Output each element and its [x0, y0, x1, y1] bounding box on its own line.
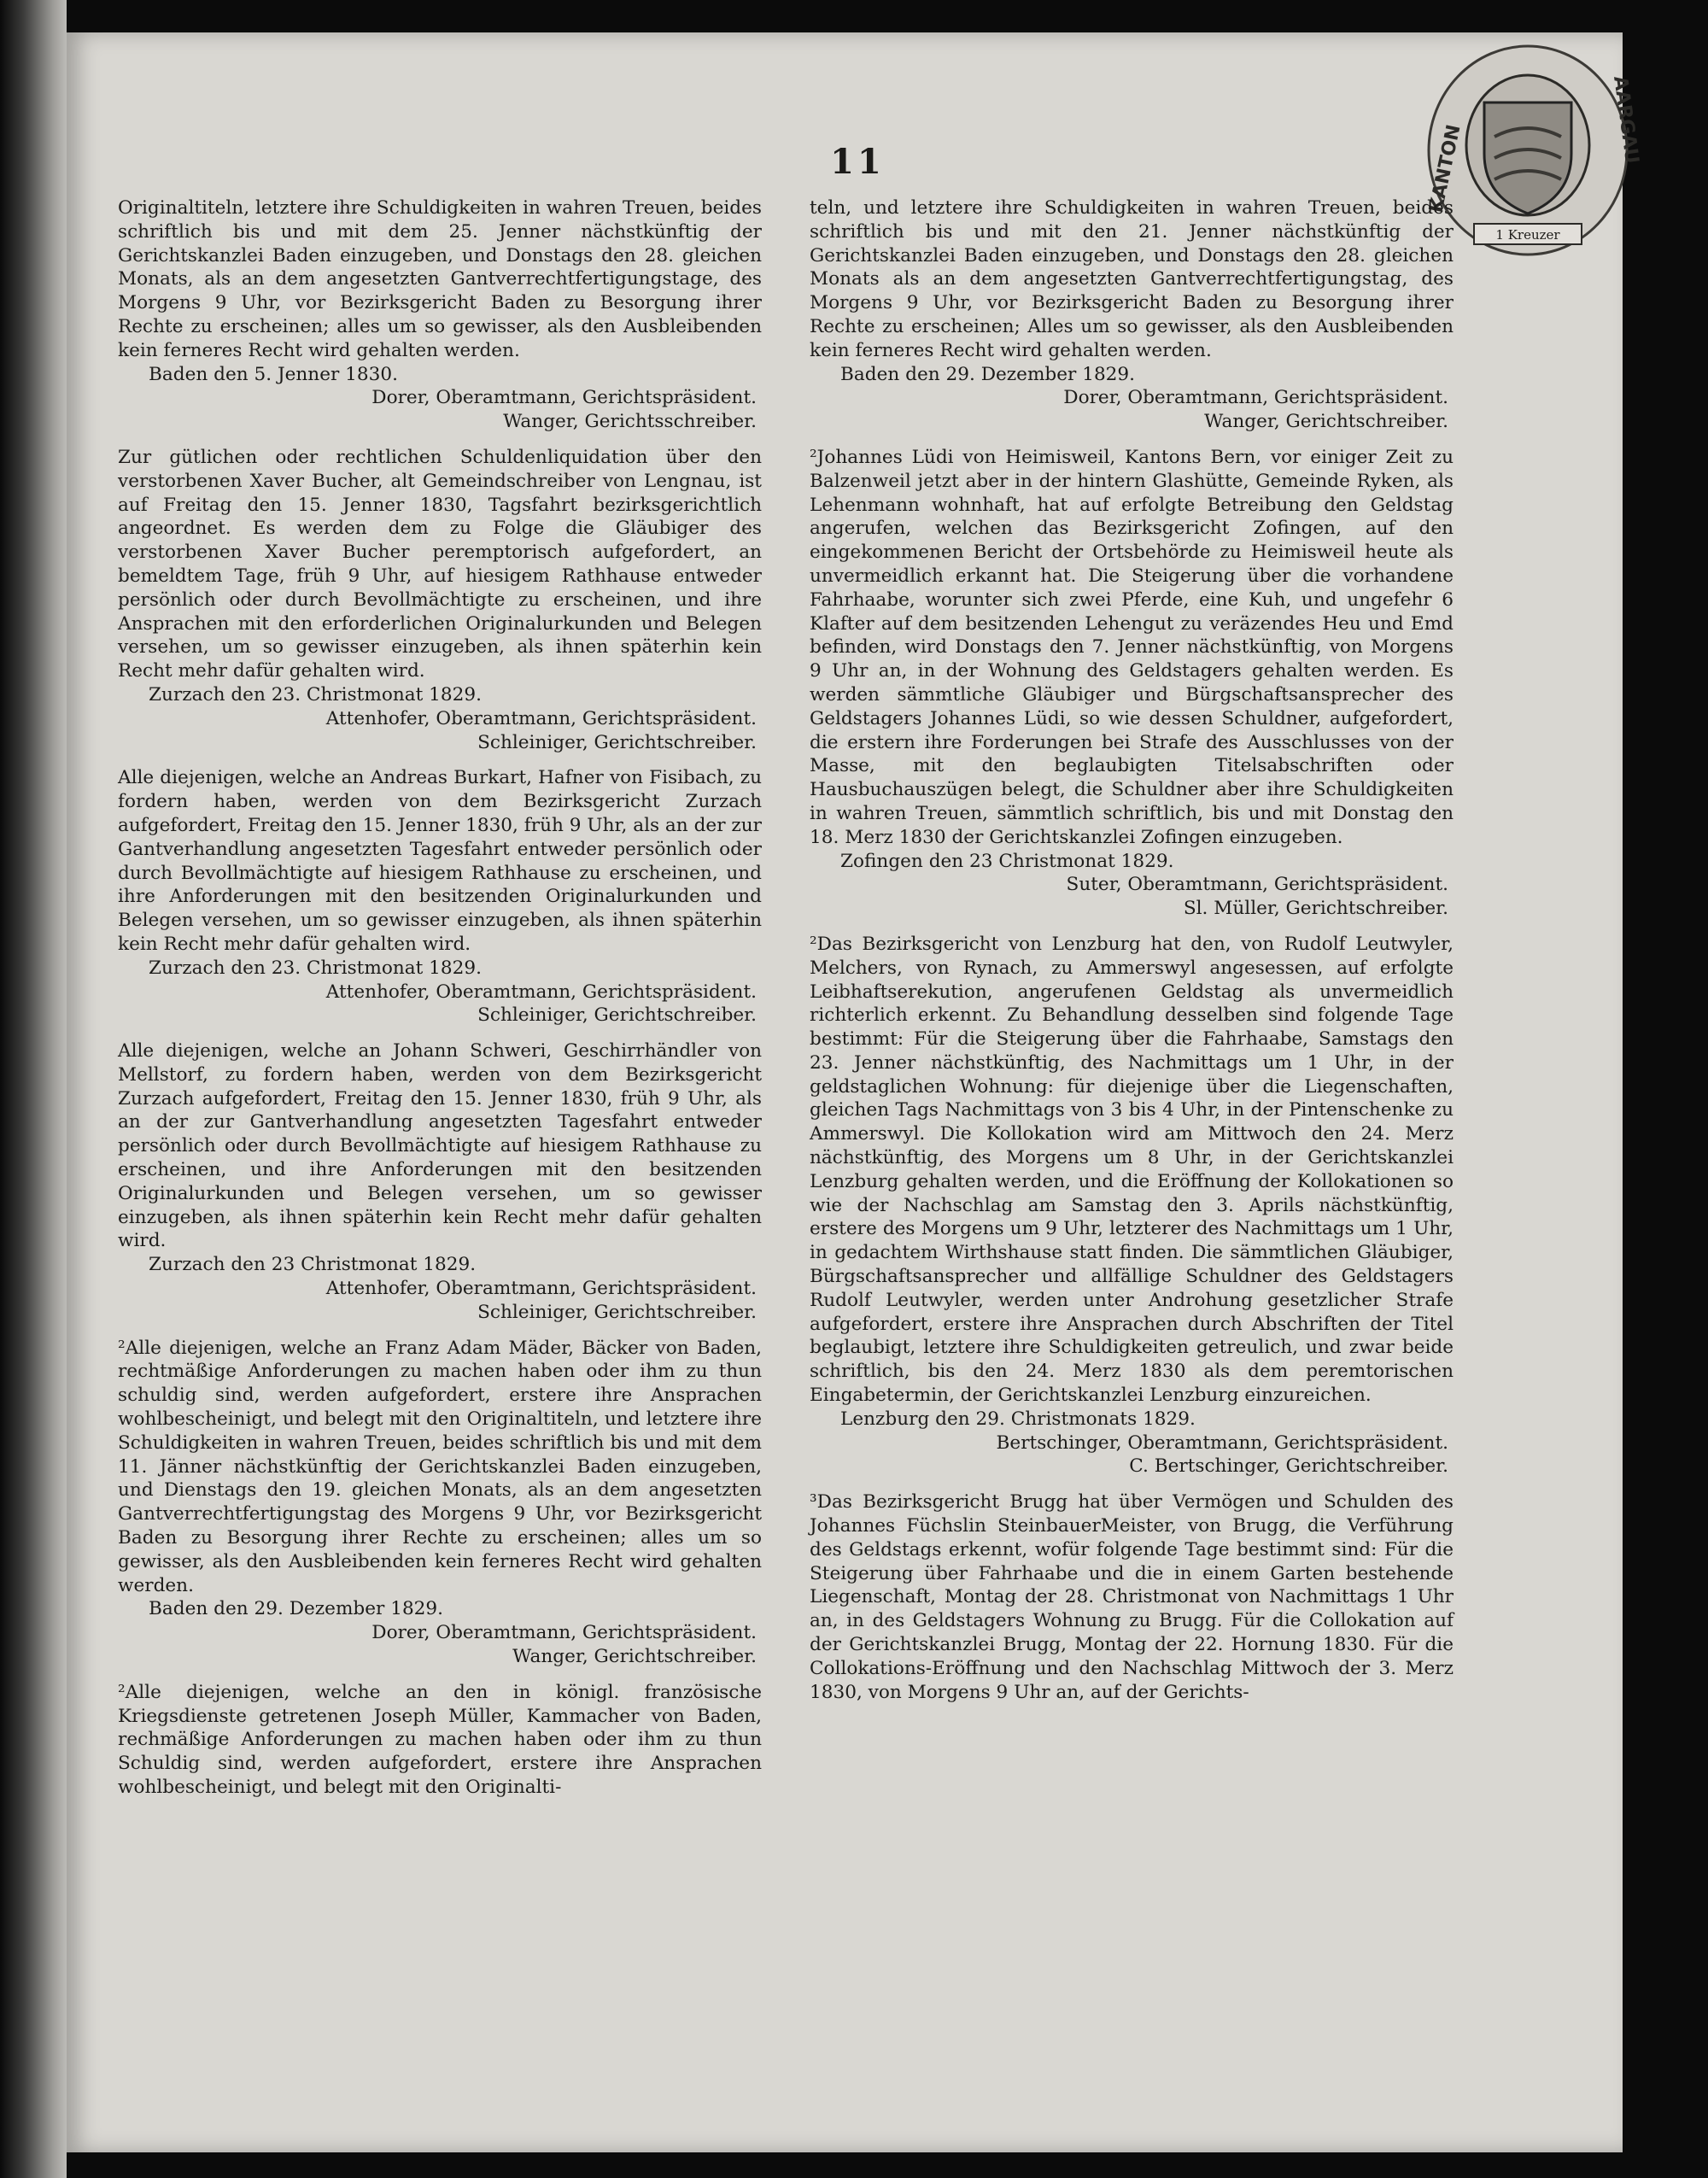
notice-place-date: Baden den 29. Dezember 1829.: [149, 1598, 444, 1620]
notice-signature: Attenhofer, Oberamtmann, Gerichtspräsident.: [325, 707, 757, 729]
notice-signature: C. Bertschinger, Gerichtschreiber.: [1129, 1455, 1448, 1478]
right-column: [810, 196, 1454, 1704]
notice-place-date: Zurzach den 23. Christmonat 1829.: [149, 683, 482, 706]
stamp-right-text: AARGAU: [1609, 74, 1643, 166]
stamp-left-text: KANTON: [1425, 122, 1465, 215]
notice-place-date: Zurzach den 23. Christmonat 1829.: [149, 957, 482, 979]
notice-signature: Schleiniger, Gerichtschreiber.: [477, 1301, 757, 1323]
notice: [118, 766, 762, 1028]
notice: [118, 1039, 762, 1325]
notice-place-date: Lenzburg den 29. Christmonats 1829.: [840, 1408, 1196, 1430]
notice-signature: Wanger, Gerichtsschreiber.: [503, 411, 757, 433]
notice-place-date: Baden den 29. Dezember 1829.: [840, 363, 1136, 385]
notice-place-date: Zofingen den 23 Christmonat 1829.: [840, 850, 1174, 872]
notice-signature: Schleiniger, Gerichtschreiber.: [477, 731, 757, 753]
notice-signature: Bertschinger, Oberamtmann, Gerichtspräsident.: [996, 1432, 1448, 1454]
notice-text: ²Alle diejenigen, welche an den in königl. französische Kriegsdienste getretenen Joseph Müller, Kammacher von Baden, rechmäßige Anforderungen zu machen haben oder ihm zu thun Schuldig sind, werden aufgefordert, erstere ihre Ansprachen wohlbescheinigt, und belegt mit den Originalti-: [118, 1681, 762, 1798]
notice-signature: Wanger, Gerichtschreiber.: [1204, 411, 1448, 433]
notice-text: Alle diejenigen, welche an Johann Schweri, Geschirrhändler von Mellstorf, zu fordern haben, werden von dem Bezirksgericht Zurzach aufgefordert, Freitag den 15. Jenner 1830, früh 9 Uhr, als an der zur Gantverhandlung angesetzten Tagesfahrt entweder persönlich oder durch Bevollmächtigte auf hiesigem Rathhause zu erscheinen, und ihre Anforderungen mit den besitzenden Originalurkunden und Belegen versehen, um so gewisser einzugeben, als ihnen späterhin kein Recht mehr dafür gehalten wird.: [118, 1040, 762, 1252]
notice-text: ³Das Bezirksgericht Brugg hat über Vermögen und Schulden des Johannes Füchslin SteinbauerMeister, von Brugg, die Verführung des Geldstags erkennt, wofür folgende Tage bestimmt sind: Für die Steigerung über Fahrhaabe und die in einem Garten bestehende Liegenschaft, Montag der 28. Christmonat von Nachmittags 1 Uhr an, in des Geldstagers Wohnung zu Brugg. Für die Collokation auf der Gerichtskanzlei Brugg, Montag der 22. Hornung 1830. Für die Collokations-Eröffnung und den Nachschlag Mittwoch der 3. Merz 1830, von Morgens 9 Uhr an, auf der Gerichts-: [810, 1491, 1454, 1703]
notice: [810, 196, 1454, 434]
tax-stamp: [1424, 43, 1643, 258]
notice-text: ²Johannes Lüdi von Heimisweil, Kantons Bern, vor einiger Zeit zu Balzenweil jetzt aber in der hintern Glashütte, Gemeinde Ryken, als Lehenmann wohnhaft, hat auf erfolgte Betreibung den Geldstag angerufen, welchen das Bezirksgericht Zofingen, auf den eingekommenen Bericht der Ortsbehörde zu Heimisweil heute als unvermeidlich erkannt hat. Die Steigerung über die vorhandene Fahrhaabe, worunter sich zwei Pferde, eine Kuh, und ungefehr 6 Klafter auf dem besitzenden Lehengut zu veräzendes Heu und Emd befinden, wird Donstags den 7. Jenner nächstkünftig, von Morgens 9 Uhr an, in der Wohnung des Geldstagers gehalten werden. Es werden sämmtliche Gläubiger und Bürgschaftsansprecher des Geldstagers Johannes Lüdi, so wie dessen Schuldner, aufgefordert, die erstern ihre Forderungen bei Strafe des Ausschlusses von der Masse, mit den beglaubigten Titelsabschriften oder Hausbuchauszügen belegt, die Schuldner aber ihre Schuldigkeiten in wahren Treuen, sämmtlich schriftlich, bis und mit Donstag den 18. Merz 1830 der Gerichtskanzlei Zofingen einzugeben.: [810, 446, 1454, 848]
notice-text: Zur gütlichen oder rechtlichen Schuldenliquidation über den verstorbenen Xaver Bucher, alt Gemeindschreiber von Lengnau, ist auf Freitag den 15. Jenner 1830, Tagsfahrt bezirksgerichtlich angeordnet. Es werden dem zu Folge die Gläubiger des verstorbenen Xaver Bucher peremptorisch aufgefordert, an bemeldtem Tage, früh 9 Uhr, auf hiesigem Rathhause entweder persönlich oder durch Bevollmächtigte zu erscheinen, und ihre Ansprachen mit den erforderlichen Originalurkunden und Belegen versehen, um so gewisser einzugeben, als ihnen späterhin kein Recht mehr dafür gehalten wird.: [118, 446, 762, 682]
notice: [810, 446, 1454, 921]
document-page: [67, 32, 1643, 2152]
notice-text: teln, und letztere ihre Schuldigkeiten in wahren Treuen, beides schriftlich bis und mit den 21. Jenner nächstkünftig der Gerichtskanzlei Baden einzugeben, und Donstags den 28. gleichen Monats als an dem angesetzten Gantverrechtfertigungstag, des Morgens 9 Uhr, vor Bezirksgericht Baden zu Besorgung ihrer Rechte zu erscheinen; Alles um so gewisser, als den Ausbleibenden kein ferneres Recht wird gehalten werden.: [810, 197, 1454, 361]
notice-text: ²Das Bezirksgericht von Lenzburg hat den, von Rudolf Leutwyler, Melchers, von Rynach, zu Ammerswyl angesessen, auf erfolgte Leibhaftserekution, angerufenen Geldstag als unvermeidlich richterlich erkennt. Zu Behandlung desselben sind folgende Tage bestimmt: Für die Steigerung über die Fahrhaabe, Samstags den 23. Jenner nächstkünftig, des Nachmittags um 1 Uhr, in der geldstaglichen Wohnung: für diejenige über die Liegenschaften, gleichen Tags Nachmittags von 3 bis 4 Uhr, in der Pintenschenke zu Ammerswyl. Die Kollokation wird am Mittwoch den 24. Merz nächstkünftig, des Morgens um 8 Uhr, in der Gerichtskanzlei Lenzburg gehalten werden, und die Eröffnung der Kollokationen so wie der Nachschlag am Samstag den 3. Aprils nächstkünftig, erstere des Morgens um 9 Uhr, letzterer des Nachmittags um 1 Uhr, in gedachtem Wirthshause statt finden. Die sämmtlichen Gläubiger, Bürgschaftsansprecher und allfällige Schuldner des Geldstagers Rudolf Leutwyler, werden unter Androhung gesetzlicher Strafe aufgefordert, erstere ihre Ansprachen durch Abschriften der Titel beglaubigt, letztere ihre Schuldigkeiten getreulich, und zwar beide schriftlich, bis den 24. Merz 1830 als dem peremtorischen Eingabetermin, der Gerichtskanzlei Lenzburg einzureichen.: [810, 933, 1454, 1407]
notice-signature: Sl. Müller, Gerichtschreiber.: [1183, 898, 1448, 920]
notice: [810, 933, 1454, 1478]
notice: [118, 1681, 762, 1800]
notice-place-date: Zurzach den 23 Christmonat 1829.: [149, 1254, 477, 1276]
left-column: [118, 196, 762, 1800]
notice: [118, 1337, 762, 1669]
stamp-bottom-text: 1 Kreuzer: [1495, 227, 1560, 243]
notice-signature: Wanger, Gerichtschreiber.: [512, 1646, 757, 1668]
notice-signature: Dorer, Oberamtmann, Gerichtspräsident.: [1063, 387, 1448, 409]
notice-signature: Attenhofer, Oberamtmann, Gerichtspräsident.: [325, 1278, 757, 1300]
notice-signature: Dorer, Oberamtmann, Gerichtspräsident.: [371, 387, 757, 409]
notice-text: Originaltiteln, letztere ihre Schuldigkeiten in wahren Treuen, beides schriftlich bis und mit dem 25. Jenner nächstkünftig der Gerichtskanzlei Baden einzugeben, und Donstags den 28. gleichen Monats, als an dem angesetzten Gantverrechtfertigungstage, des Morgens 9 Uhr, vor Bezirksgericht Baden zu Besorgung ihrer Rechte zu erscheinen; alles um so gewisser, als den Ausbleibenden kein ferneres Recht wird gehalten werden.: [118, 197, 762, 361]
notice: [810, 1490, 1454, 1704]
notice-signature: Attenhofer, Oberamtmann, Gerichtspräsident.: [325, 981, 757, 1003]
notice-text: Alle diejenigen, welche an Andreas Burkart, Hafner von Fisibach, zu fordern haben, werden von dem Bezirksgericht Zurzach aufgefordert, Freitag den 15. Jenner 1830, früh 9 Uhr, als an der zur Gantverhandlung angesetzten Tagesfahrt entweder persönlich oder durch Bevollmächtigte auf hiesigem Rathhause zu erscheinen, und ihre Anforderungen mit den besitzenden Originalurkunden und Belegen versehen, um so gewisser einzugeben, als ihnen späterhin kein Recht mehr dafür gehalten wird.: [118, 767, 762, 955]
notice-signature: Schleiniger, Gerichtschreiber.: [477, 1004, 757, 1027]
notice: [118, 196, 762, 434]
notice: [118, 446, 762, 754]
notice-text: ²Alle diejenigen, welche an Franz Adam Mäder, Bäcker von Baden, rechtmäßige Anforderungen zu machen haben oder ihm zu thun schuldig sind, werden aufgefordert, erstere ihre Ansprachen wohlbescheinigt, und belegt mit den Originaltiteln, und letztere ihre Schuldigkeiten in wahren Treuen, beides schriftlich bis und mit dem 11. Jänner nächstkünftig der Gerichtskanzlei Baden einzugeben, und Dienstags den 19. gleichen Monats, als an dem angesetzten Gantverrechtfertigungstag des Morgens 9 Uhr, vor Bezirksgericht Baden zu Besorgung ihrer Rechte zu erscheinen; alles um so gewisser, als den Ausbleibenden kein ferneres Recht wird gehalten werden.: [118, 1337, 762, 1596]
page-number: 11: [830, 142, 885, 182]
book-gutter: [0, 0, 67, 2178]
notice-signature: Dorer, Oberamtmann, Gerichtspräsident.: [371, 1622, 757, 1644]
notice-signature: Suter, Oberamtmann, Gerichtspräsident.: [1066, 874, 1448, 896]
notice-place-date: Baden den 5. Jenner 1830.: [149, 363, 398, 385]
